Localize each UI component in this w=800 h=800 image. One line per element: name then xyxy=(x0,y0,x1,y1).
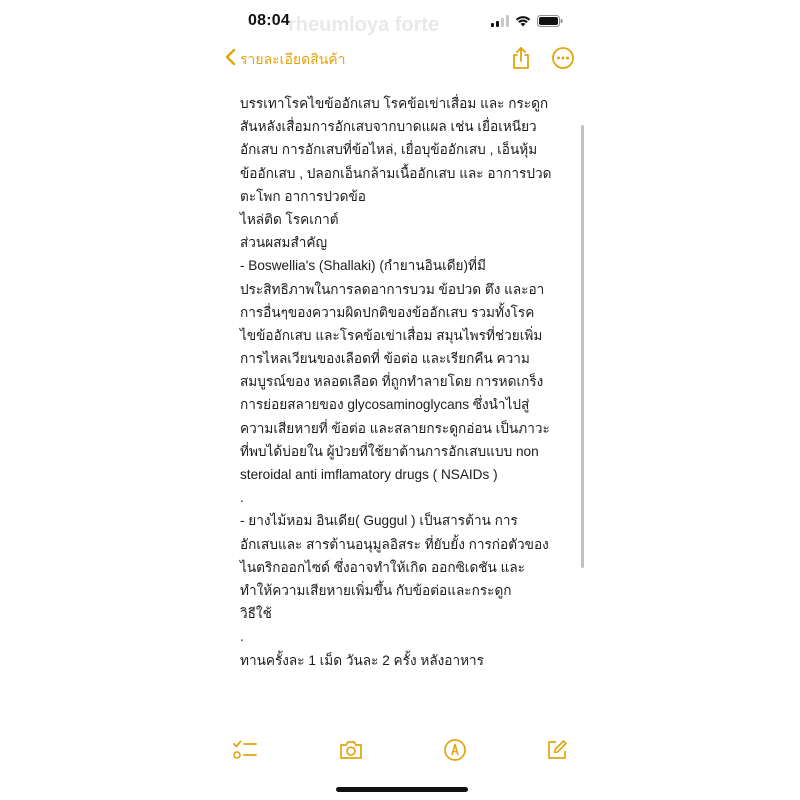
camera-button[interactable] xyxy=(338,738,364,767)
scrollbar[interactable] xyxy=(581,125,584,568)
note-line: อักเสบและ สารต้านอนุมูลอิสระ ที่ยับยั้ง การก่อตัวของ xyxy=(240,536,549,552)
bottom-toolbar xyxy=(218,738,583,768)
status-time: 08:04 xyxy=(248,12,290,29)
share-button[interactable] xyxy=(511,46,531,75)
note-line: ความเสียหายที่ ข้อต่อ และสลายกระดูกอ่อน เป็นภาวะ xyxy=(240,420,550,436)
cellular-signal-icon xyxy=(491,14,509,32)
note-line: วิธีใช้ xyxy=(240,606,272,622)
note-line: steroidal anti imflamatory drugs ( NSAIDs ) xyxy=(240,467,498,482)
note-line: ทานครั้งละ 1 เม็ด วันละ 2 ครั้ง หลังอาหาร xyxy=(240,652,484,668)
note-line: สมบูรณ์ของ หลอดเลือด ที่ถูกทำลายโดย การหดเกร็ง xyxy=(240,374,544,390)
back-button[interactable] xyxy=(224,48,346,71)
camera-icon xyxy=(338,749,364,766)
note-line: ไนตริกออกไซด์ ซึ่งอาจทำให้เกิด ออกซิเดชัน และ xyxy=(240,559,525,575)
status-icons xyxy=(491,14,563,32)
chevron-left-icon xyxy=(224,48,236,71)
note-line: การไหลเวียนของเลือดที่ ข้อต่อ และเรียกคืน ความ xyxy=(240,351,530,367)
note-line: การย่อยสลายของ glycosaminoglycans ซึ่งนำไปสู่ xyxy=(240,397,530,413)
note-line: ส่วนผสมสำคัญ xyxy=(240,235,328,251)
home-indicator xyxy=(336,787,468,792)
compose-icon xyxy=(545,749,569,766)
note-line: บรรเทาโรคไขข้ออักเสบ โรคข้อเข่าเสื่อม และ กระดูก xyxy=(240,96,549,111)
markup-pen-icon xyxy=(443,749,467,766)
battery-icon xyxy=(537,14,563,32)
back-label: รายละเอียดสินค้า xyxy=(240,50,346,67)
note-line: การอื่นๆของความผิดปกติของข้ออักเสบ รวมทั้งโรค xyxy=(240,304,535,320)
note-line: อักเสบ การอักเสบที่ข้อไหล่, เยื่อบุข้ออักเสบ , เอ็นหุ้ม xyxy=(240,142,538,158)
note-line: ทำให้ความเสียหายเพิ่มขึ้น กับข้อต่อและกระดูก xyxy=(240,582,512,598)
note-line: . xyxy=(240,629,244,645)
note-line: สันหลังเสื่อมการอักเสบจากบาดแผล เช่น เยื่อเหนียว xyxy=(240,119,537,135)
status-bar xyxy=(218,0,583,44)
note-line: - ยางไม้หอม อินเดีย( Guggul ) เป็นสารต้าน การ xyxy=(240,513,518,529)
note-line: ประสิทธิภาพในการลดอาการบวม ข้อปวด ตึง และอา xyxy=(240,281,545,297)
notes-screen xyxy=(218,0,583,800)
more-button[interactable] xyxy=(551,46,575,75)
compose-button[interactable] xyxy=(545,738,569,767)
wifi-icon xyxy=(515,14,531,32)
navigation-bar xyxy=(218,44,583,78)
note-line: ที่พบได้บ่อยใน ผู้ป่วยที่ใช้ยาต้านการอักเสบแบบ non xyxy=(240,443,539,459)
note-line: ไหล่ติด โรคเกาต์ xyxy=(240,211,339,227)
note-line: - Boswellia's (Shallaki) (กำยานอินเดีย)ที่มี xyxy=(240,258,486,274)
checklist-icon xyxy=(232,749,258,766)
checklist-button[interactable] xyxy=(232,738,258,767)
more-icon xyxy=(551,57,575,74)
nav-actions xyxy=(511,46,575,75)
markup-button[interactable] xyxy=(443,738,467,767)
share-icon xyxy=(511,57,531,74)
note-line: ตะโพก อาการปวดข้อ xyxy=(240,188,366,204)
note-line: . xyxy=(240,490,244,506)
note-line: ไขข้ออักเสบ และโรคข้อเข่าเสื่อม สมุนไพรที่ช่วยเพิ่ม xyxy=(240,327,543,343)
note-line: ข้ออักเสบ , ปลอกเอ็นกล้ามเนื้ออักเสบ และ อาการปวด xyxy=(240,165,552,181)
faded-note-title: rheumloya forte xyxy=(288,14,440,36)
note-body[interactable] xyxy=(240,92,570,672)
